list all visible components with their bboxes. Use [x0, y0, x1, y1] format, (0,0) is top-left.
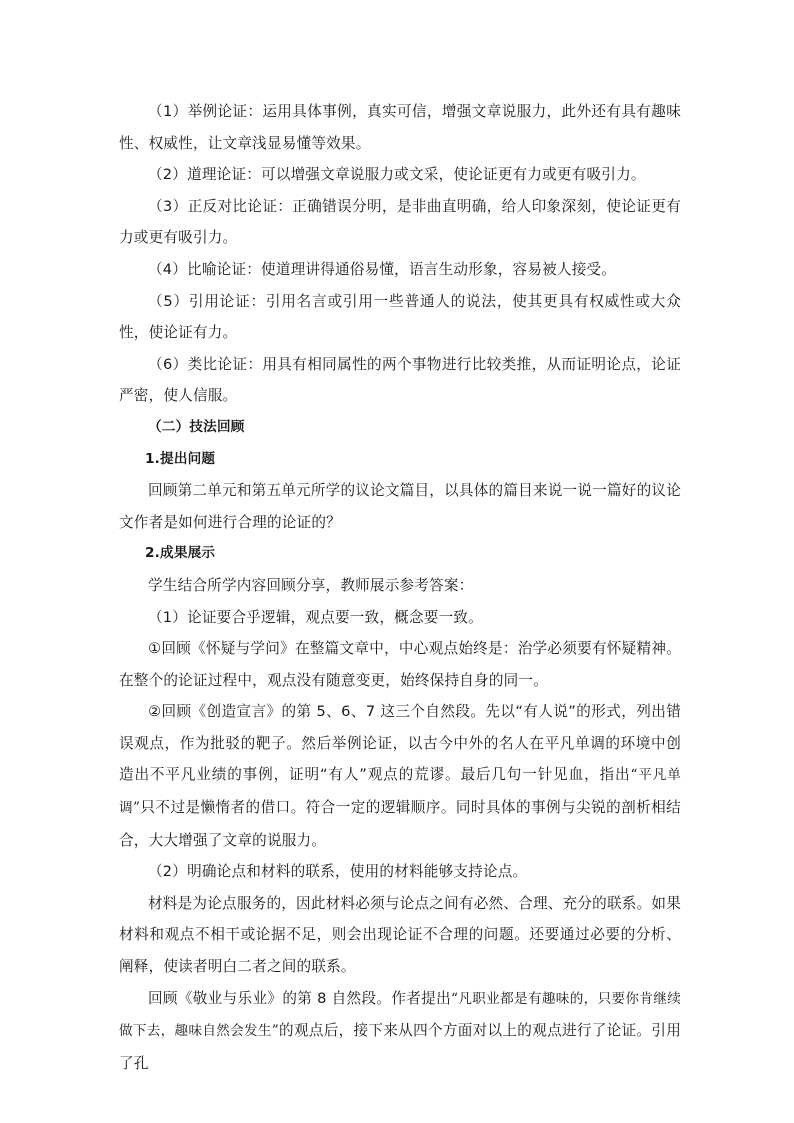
paragraph-contrast-argument: （3）正反对比论证：正确错误分明，是非曲直明确，给人印象深刻，使论证更有力或更有吸引力。	[119, 197, 681, 247]
paragraph-example-argument: （1）举例论证：运用具体事例，真实可信，增强文章说服力，此外还有具有趣味性、权威性，让文章浅显易懂等效果。	[119, 103, 681, 152]
subheading-raise-question: 1.提出问题	[145, 450, 216, 467]
paragraph-example-creation	[119, 696, 681, 856]
paragraph-material-explain: 材料是为论点服务的，因此材料必须与论点之间有必然、合理、充分的联系。如果材料和观点不相干或论据不足，则会出现论证不合理的问题。还要通过必要的分析、阐释，使读者明白二者之间的联系。	[119, 894, 681, 976]
paragraph-question: 回顾第二单元和第五单元所学的议论文篇目，以具体的篇目来说一说一篇好的议论文作者是如何进行合理的论证的？	[119, 482, 681, 531]
paragraph-example-doubt: ①回顾《怀疑与学问》在整篇文章中，中心观点始终是：治学必须要有怀疑精神。在整个的论证过程中，观点没有随意变更，始终保持自身的同一。	[119, 640, 681, 689]
paragraph-point-logic: （1）论证要合乎逻辑，观点要一致，概念要一致。	[148, 608, 483, 626]
paragraph-metaphor-argument: （4）比喻论证：使道理讲得通俗易懂，语言生动形象，容易被人接受。	[148, 260, 617, 278]
subheading-results: 2.成果展示	[145, 545, 216, 562]
example-creation-part1: ②回顾《创造宣言》的第 5、6、7 这三个自然段。先以“有人说”的形式，列出错误观点，作为批驳的靶子。然后举例论证，以古今中外的名人在平凡单调的环境中创造出不平凡业绩的事例，证明“有人”观点的荒谬。最后几句一针见血，指出	[119, 703, 681, 784]
paragraph-results-intro: 学生结合所学内容回顾分享，教师展示参考答案：	[148, 576, 474, 594]
paragraph-point-material: （2）明确论点和材料的联系，使用的材料能够支持论点。	[148, 863, 528, 881]
paragraph-citation-argument: （5）引用论证：引用名言或引用一些普通人的说法，使其更具有权威性或大众性，使论证有力。	[119, 292, 681, 342]
paragraph-example-dedication	[119, 983, 681, 1080]
example-dedication-part2: 的观点后，接下来从四个方面对以上的观点进行了论证。引用了孔	[119, 1022, 681, 1072]
section-heading: （二）技法回顾	[148, 418, 245, 435]
paragraph-analogy-argument: （6）类比论证：用具有相同属性的两个事物进行比较类推，从而证明论点，论证严密，使人信服。	[119, 355, 681, 405]
example-creation-part2: 只不过是懒惰者的借口。符合一定的逻辑顺序。同时具体的事例与尖锐的剖析相结合，大大增强了文章的说服力。	[119, 799, 681, 849]
paragraph-reasoning-argument: （2）道理论证：可以增强文章说服力或文采，使论证更有力或更有吸引力。	[148, 166, 646, 184]
example-creation-quote: “平凡单调”	[119, 767, 681, 817]
document-page	[119, 96, 681, 1079]
example-dedication-quote: “凡职业都是有趣味的，只要你肯继续做下去，趣味自然会发生”	[119, 990, 681, 1040]
example-dedication-part1: 回顾《敬业与乐业》的第 8 自然段。作者提出	[148, 989, 452, 1007]
